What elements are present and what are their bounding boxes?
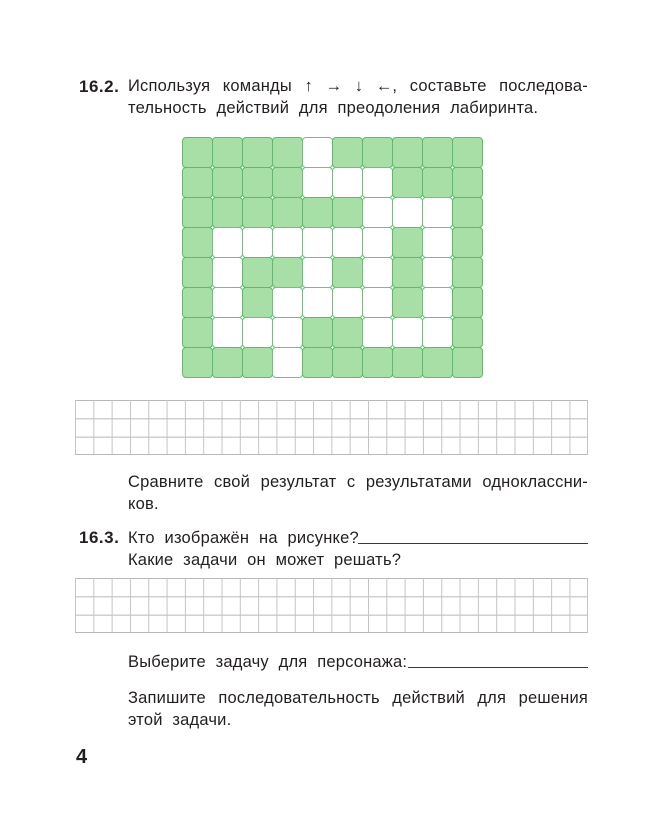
task-16-2-instruction-line1: Используя команды ↑ → ↓ ←, составьте последова- <box>128 77 588 95</box>
maze-wall-cell <box>302 197 333 228</box>
maze-wall-cell <box>242 257 273 288</box>
maze-wall-cell <box>452 167 483 198</box>
maze-wall-cell <box>242 347 273 378</box>
maze-wall-cell <box>452 227 483 258</box>
maze-path-cell <box>332 227 363 258</box>
maze-path-cell <box>272 287 303 318</box>
maze-wall-cell <box>182 257 213 288</box>
maze-wall-cell <box>182 347 213 378</box>
maze-wall-cell <box>392 167 423 198</box>
maze-path-cell <box>422 257 453 288</box>
maze-path-cell <box>332 167 363 198</box>
maze-path-cell <box>362 167 393 198</box>
maze-path-cell <box>392 317 423 348</box>
question-who-is-pictured: Кто изображён на рисунке? <box>128 529 359 547</box>
maze-wall-cell <box>452 197 483 228</box>
maze-path-cell <box>302 257 333 288</box>
maze-path-cell <box>362 197 393 228</box>
task-16-2-instruction-line2: тельность действий для преодоления лабиринта. <box>128 99 539 117</box>
maze-path-cell <box>392 197 423 228</box>
page-number: 4 <box>76 746 88 768</box>
maze-path-cell <box>302 287 333 318</box>
maze-wall-cell <box>182 137 213 168</box>
maze-wall-cell <box>362 137 393 168</box>
compare-instruction-line1: Сравните свой результат с результатами одноклассни- <box>128 473 588 491</box>
maze-wall-cell <box>272 137 303 168</box>
answer-grid-16-3[interactable] <box>75 578 588 633</box>
maze-wall-cell <box>452 347 483 378</box>
maze-wall-cell <box>452 137 483 168</box>
answer-grid-16-2[interactable] <box>75 400 588 455</box>
maze-wall-cell <box>332 347 363 378</box>
maze-wall-cell <box>182 227 213 258</box>
maze-wall-cell <box>212 347 243 378</box>
maze-wall-cell <box>392 347 423 378</box>
maze-wall-cell <box>242 287 273 318</box>
maze-path-cell <box>242 227 273 258</box>
maze-path-cell <box>272 227 303 258</box>
maze-path-cell <box>212 227 243 258</box>
maze-wall-cell <box>272 197 303 228</box>
maze-path-cell <box>362 317 393 348</box>
maze-wall-cell <box>242 197 273 228</box>
maze-path-cell <box>422 287 453 318</box>
maze-wall-cell <box>182 317 213 348</box>
maze-path-cell <box>332 287 363 318</box>
maze-path-cell <box>362 287 393 318</box>
maze-path-cell <box>362 257 393 288</box>
maze-wall-cell <box>212 167 243 198</box>
maze-path-cell <box>272 347 303 378</box>
maze-wall-cell <box>392 227 423 258</box>
maze-path-cell <box>272 317 303 348</box>
maze-wall-cell <box>182 197 213 228</box>
maze-path-cell <box>422 317 453 348</box>
maze-wall-cell <box>422 137 453 168</box>
maze-wall-cell <box>422 167 453 198</box>
maze-path-cell <box>422 197 453 228</box>
maze-path-cell <box>212 257 243 288</box>
maze-path-cell <box>302 167 333 198</box>
maze-wall-cell <box>332 197 363 228</box>
maze-wall-cell <box>332 317 363 348</box>
maze-wall-cell <box>452 317 483 348</box>
task-number-16-2: 16.2. <box>79 77 120 96</box>
maze-wall-cell <box>332 257 363 288</box>
maze-wall-cell <box>302 347 333 378</box>
choose-task-label: Выберите задачу для персонажа: <box>128 653 408 671</box>
maze-grid <box>182 137 482 377</box>
maze-wall-cell <box>182 167 213 198</box>
maze-wall-cell <box>362 347 393 378</box>
maze-path-cell <box>242 317 273 348</box>
question-what-tasks: Какие задачи он может решать? <box>128 551 402 569</box>
maze-wall-cell <box>182 287 213 318</box>
answer-line-who[interactable] <box>358 543 588 544</box>
maze-path-cell <box>422 227 453 258</box>
maze-wall-cell <box>392 257 423 288</box>
maze-wall-cell <box>242 167 273 198</box>
maze-wall-cell <box>272 167 303 198</box>
maze-wall-cell <box>272 257 303 288</box>
write-sequence-line1: Запишите последовательность действий для решения <box>128 689 588 707</box>
maze-path-cell <box>212 317 243 348</box>
maze-wall-cell <box>392 287 423 318</box>
maze-wall-cell <box>422 347 453 378</box>
maze-path-cell <box>302 227 333 258</box>
maze-wall-cell <box>302 317 333 348</box>
maze-path-cell <box>212 287 243 318</box>
maze-path-cell <box>362 227 393 258</box>
maze-wall-cell <box>212 197 243 228</box>
task-number-16-3: 16.3. <box>79 528 120 547</box>
maze-wall-cell <box>452 257 483 288</box>
maze-wall-cell <box>212 137 243 168</box>
maze-path-cell <box>302 137 333 168</box>
maze-wall-cell <box>392 137 423 168</box>
maze-wall-cell <box>242 137 273 168</box>
write-sequence-line2: этой задачи. <box>128 711 232 729</box>
maze-wall-cell <box>332 137 363 168</box>
answer-line-choose-task[interactable] <box>408 667 588 668</box>
maze-wall-cell <box>452 287 483 318</box>
compare-instruction-line2: ков. <box>128 495 159 513</box>
